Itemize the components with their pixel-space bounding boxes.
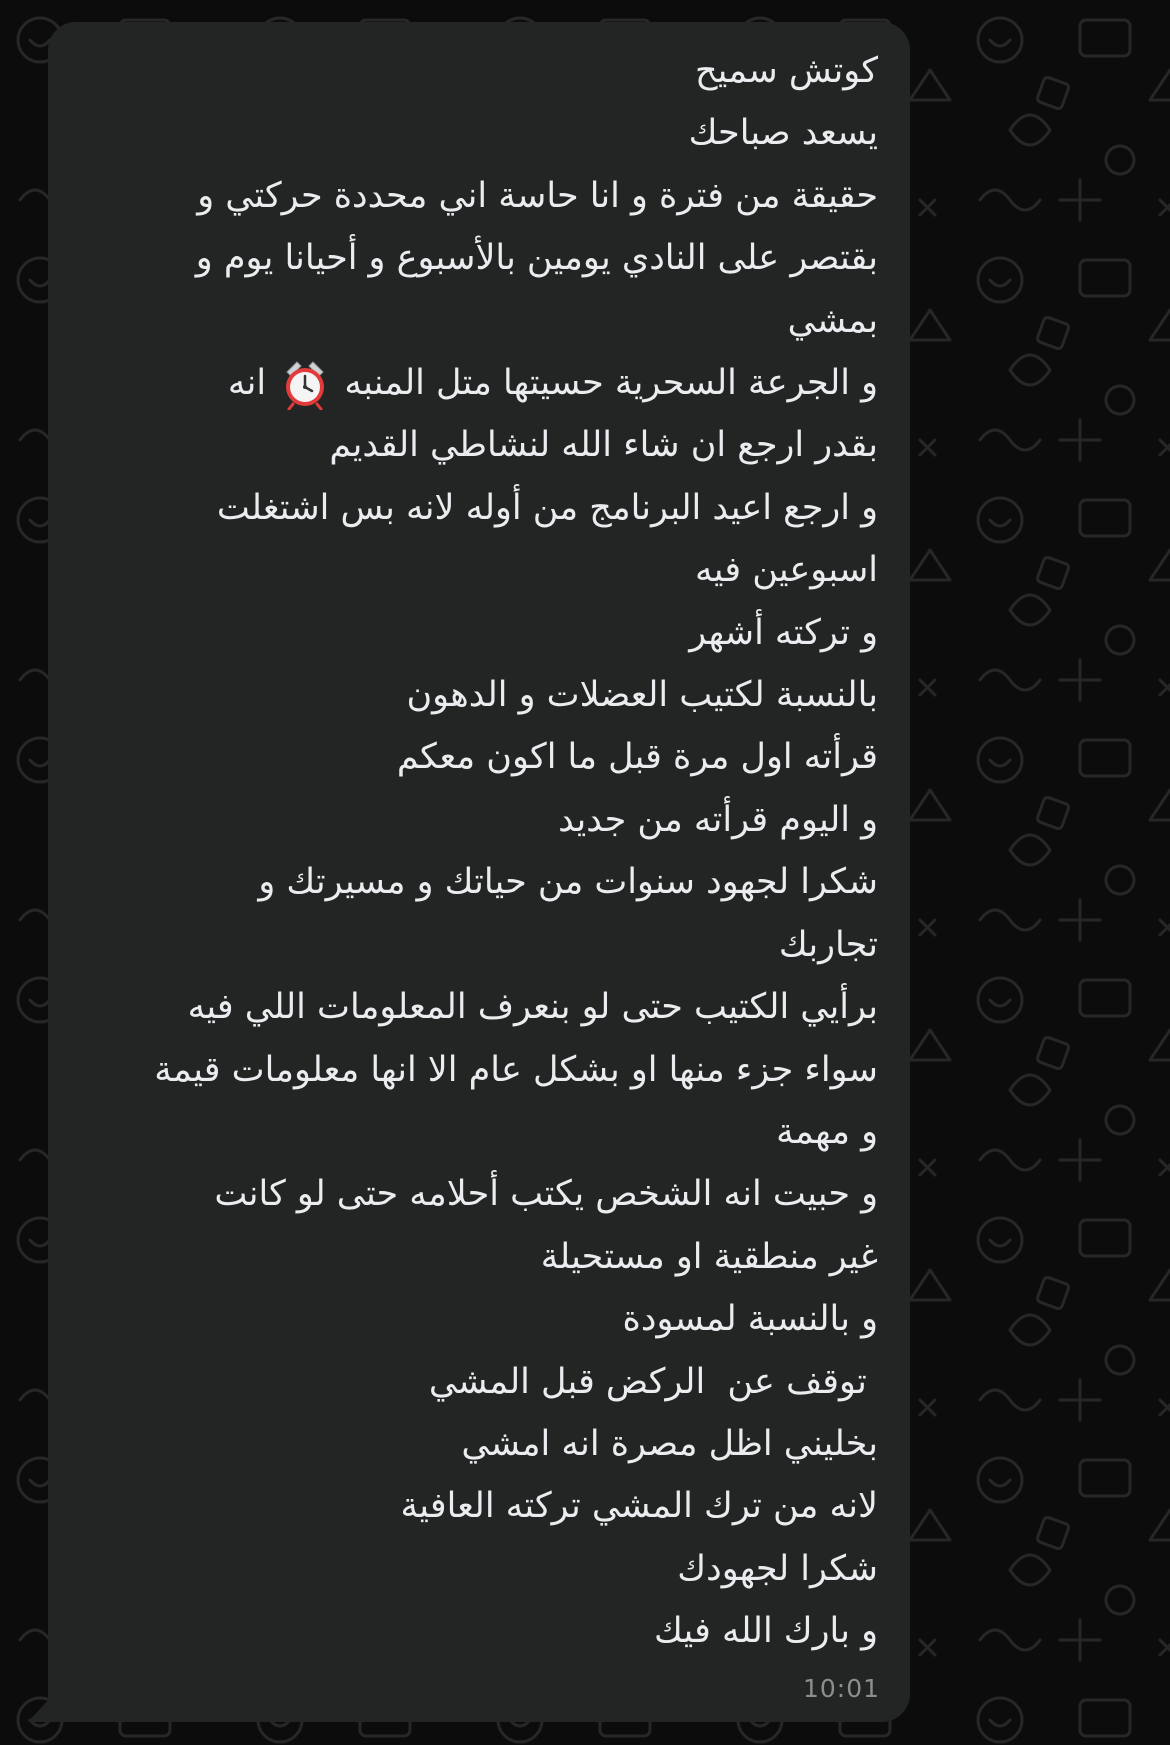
message-line: اسبوعين فيه (695, 550, 878, 591)
message-line: برأيي الكتيب حتى لو بنعرف المعلومات اللي فيه (187, 987, 878, 1028)
message-line: لانه من ترك المشي تركته العافية (400, 1486, 878, 1527)
message-line: بخليني اظل مصرة انه امشي (461, 1423, 878, 1464)
message-line: و تركته أشهر (689, 612, 878, 653)
message-line: توقف عن الركض قبل المشي (428, 1361, 878, 1402)
message-line: بمشي (787, 300, 878, 341)
message-line: سواء جزء منها او بشكل عام الا انها معلومات قيمة (154, 1049, 878, 1090)
message-line: و ارجع اعيد البرنامج من أوله لانه بس اشتغلت (216, 487, 878, 528)
message-line: شكرا لجهودك (677, 1548, 878, 1589)
message-line: و بالنسبة لمسودة (622, 1299, 878, 1340)
message-line: قرأته اول مرة قبل ما اكون معكم (396, 737, 878, 778)
message-line-segment: و الجرعة السحرية حسيتها متل المنبه (333, 363, 878, 404)
message-line: و حبيت انه الشخص يكتب أحلامه حتى لو كانت (214, 1174, 878, 1215)
message-line: تجاربك (778, 924, 878, 965)
message-text (80, 40, 878, 1663)
message-line (80, 352, 878, 414)
alarm-clock-icon (281, 358, 329, 410)
message-line: شكرا لجهود سنوات من حياتك و مسيرتك و (258, 862, 878, 903)
message-line: حقيقة من فترة و انا حاسة اني محددة حركتي و (197, 175, 878, 216)
message-line: بقدر ارجع ان شاء الله لنشاطي القديم (329, 425, 878, 466)
message-line: يسعد صباحك (688, 113, 878, 154)
message-line: و بارك الله فيك (654, 1611, 878, 1652)
message-line: و اليوم قرأته من جديد (558, 799, 878, 840)
message-timestamp: 10:01 (802, 1674, 880, 1703)
message-line: بقتصر على النادي يومين بالأسبوع و أحيانا يوم و (195, 238, 878, 279)
message-line: غير منطقية او مستحيلة (540, 1236, 878, 1277)
message-line: بالنسبة لكتيب العضلات و الدهون (406, 675, 878, 716)
message-line: كوتش سميح (695, 51, 878, 91)
message-line-segment: انه (227, 363, 278, 404)
message-line: و مهمة (776, 1111, 878, 1152)
